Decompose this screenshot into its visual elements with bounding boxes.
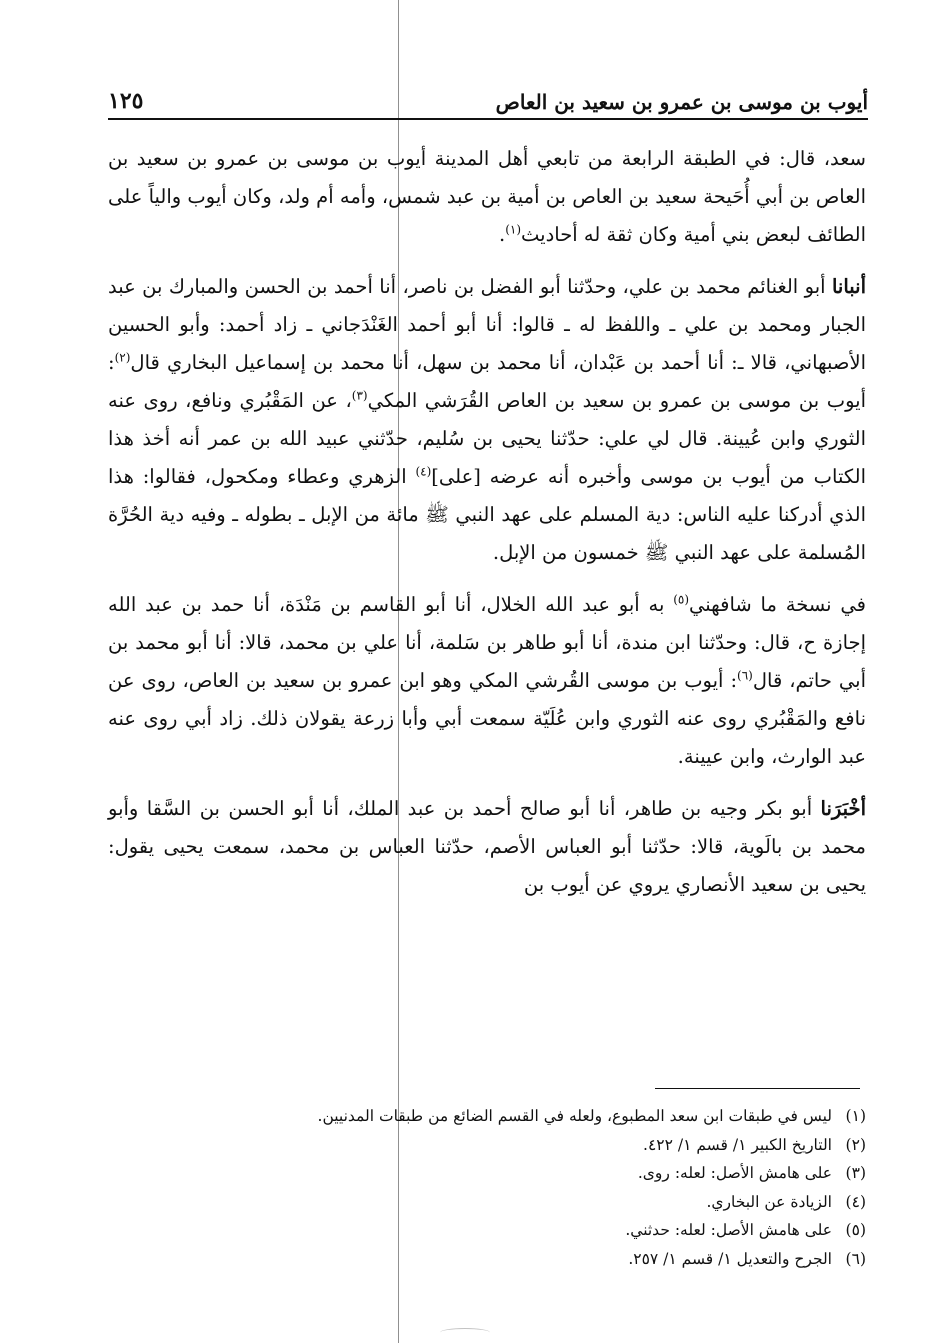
footnote-item <box>110 1188 866 1217</box>
footnote-ref-2: (٢) <box>114 350 131 365</box>
page-header <box>108 80 868 114</box>
footnote-number: (٦) <box>845 1249 866 1268</box>
page-number: ١٢٥ <box>108 88 144 114</box>
footnote-text: الزيادة عن البخاري. <box>706 1192 832 1211</box>
text-segment: أبو الغنائم محمد بن علي، وحدّثنا أبو الفضل بن ناصر، أنا أحمد بن الحسن والمبارك بن عبد الجبار ومحمد بن علي ـ واللفظ له ـ قالوا: أنا أبو أحمد الغَنْدَجاني ـ زاد أحمد: وأبو الحسين الأصبهاني، قالا ـ: أنا أحمد بن عَبْدان، أنا محمد بن سهل، أنا محمد بن إسماعيل البخاري قال <box>108 275 867 374</box>
footnote-text: على هامش الأصل: لعله: روى. <box>637 1164 832 1182</box>
footnote-item <box>110 1216 866 1245</box>
header-rule <box>108 118 868 120</box>
text-segment: . <box>499 223 506 246</box>
isnad-lead-word: أخْبَرَنا <box>820 797 866 820</box>
footnote-number: (١) <box>845 1107 866 1125</box>
footnote-item <box>110 1245 866 1274</box>
footnote-ref-6: (٦) <box>737 668 753 683</box>
scan-smudge <box>440 1328 490 1337</box>
paragraph-4 <box>108 790 866 904</box>
footnote-text: الجرح والتعديل ١/ قسم ١/ ٢٥٧. <box>628 1249 832 1268</box>
footnote-number: (٥) <box>845 1221 866 1239</box>
footnote-text: ليس في طبقات ابن سعد المطبوع، ولعله في القسم الضائع من طبقات المدنيين. <box>317 1107 832 1125</box>
paragraph-1 <box>108 140 866 254</box>
footnote-text: التاريخ الكبير ١/ قسم ١/ ٤٢٢. <box>643 1135 832 1154</box>
isnad-lead-word: أنبانا <box>831 275 866 298</box>
running-title: أيوب بن موسى بن عمرو بن سعيد بن العاص <box>495 90 868 114</box>
footnote-number: (٣) <box>845 1164 866 1182</box>
footnotes-list <box>110 1102 866 1273</box>
footnote-number: (٤) <box>845 1192 866 1211</box>
footnote-rule <box>655 1088 860 1089</box>
footnote-item <box>110 1131 866 1160</box>
text-segment: ، عن المَقْبُري ونافع، روى عنه الثوري وابن عُيينة. قال لي علي: حدّثنا يحيى بن سُليم، حدّثني عبيد الله بن عمر أنه أخذ هذا الكتاب من أيوب بن موسى وأخبره أنه عرضه [على] <box>108 389 866 488</box>
text-segment: الزهري وعطاء ومكحول، فقالوا: هذا الذي أدركنا عليه الناس: دية المسلم على عهد النبي ﷺ مائة من الإبل ـ بطوله ـ وفيه دية الحُرَّة المُسلمة على عهد النبي ﷺ خمسون من الإبل. <box>108 465 866 564</box>
footnote-ref-5: (٥) <box>673 592 690 607</box>
footnote-text: على هامش الأصل: لعله: حدثني. <box>625 1221 832 1239</box>
footnote-item <box>110 1102 866 1131</box>
footnote-ref-4: (٤) <box>415 464 432 479</box>
text-segment: في نسخة ما شافهني <box>689 593 866 616</box>
text-segment: سعد، قال: في الطبقة الرابعة من تابعي أهل المدينة أيوب بن موسى بن عمرو بن سعيد بن العاص بن أبي أُحَيحة سعيد بن العاص بن أمية بن عبد شمس، وأمه أم ولد، وكان أيوب والياً على الطائف لبعض بني أمية وكان ثقة له أحاديث <box>108 147 866 246</box>
footnote-ref-3: (٣) <box>351 388 368 403</box>
paragraph-3 <box>108 586 866 776</box>
text-segment: : أيوب بن موسى بن عمرو بن سعيد بن العاص القُرَشي المكي <box>108 351 866 412</box>
footnote-ref-1: (١) <box>505 222 522 237</box>
paragraph-2 <box>108 268 866 572</box>
footnote-item <box>110 1159 866 1188</box>
main-text <box>108 140 866 904</box>
text-segment: أبو بكر وجيه بن طاهر، أنا أبو صالح أحمد بن عبد الملك، أنا أبو الحسن بن السَّقا وأبو محمد بن بالَوية، قالا: حدّثنا أبو العباس الأصم، حدّثنا العباس بن محمد، سمعت يحيى يقول: يحيى بن سعيد الأنصاري يروي عن أيوب بن <box>108 797 866 896</box>
text-segment: : أيوب بن موسى القُرشي المكي وهو ابن عمرو بن سعيد بن العاص، روى عن نافع والمَقْبُري روى عنه الثوري وابن عُلَيّة سمعت أبي وأبا زرعة يقولان ذلك. زاد أبي روى عنه عبد الوارث، وابن عيينة. <box>108 669 866 768</box>
text-segment: به أبو عبد الله الخلال، أنا أبو القاسم بن مَنْدَة، أنا حمد بن عبد الله إجازة ح، قال: وحدّثنا ابن مندة، أنا أبو طاهر بن سَلمة، أنا علي بن محمد، قالا: أنا أبو محمد بن أبي حاتم، قال <box>108 593 866 692</box>
footnote-number: (٢) <box>845 1135 866 1154</box>
